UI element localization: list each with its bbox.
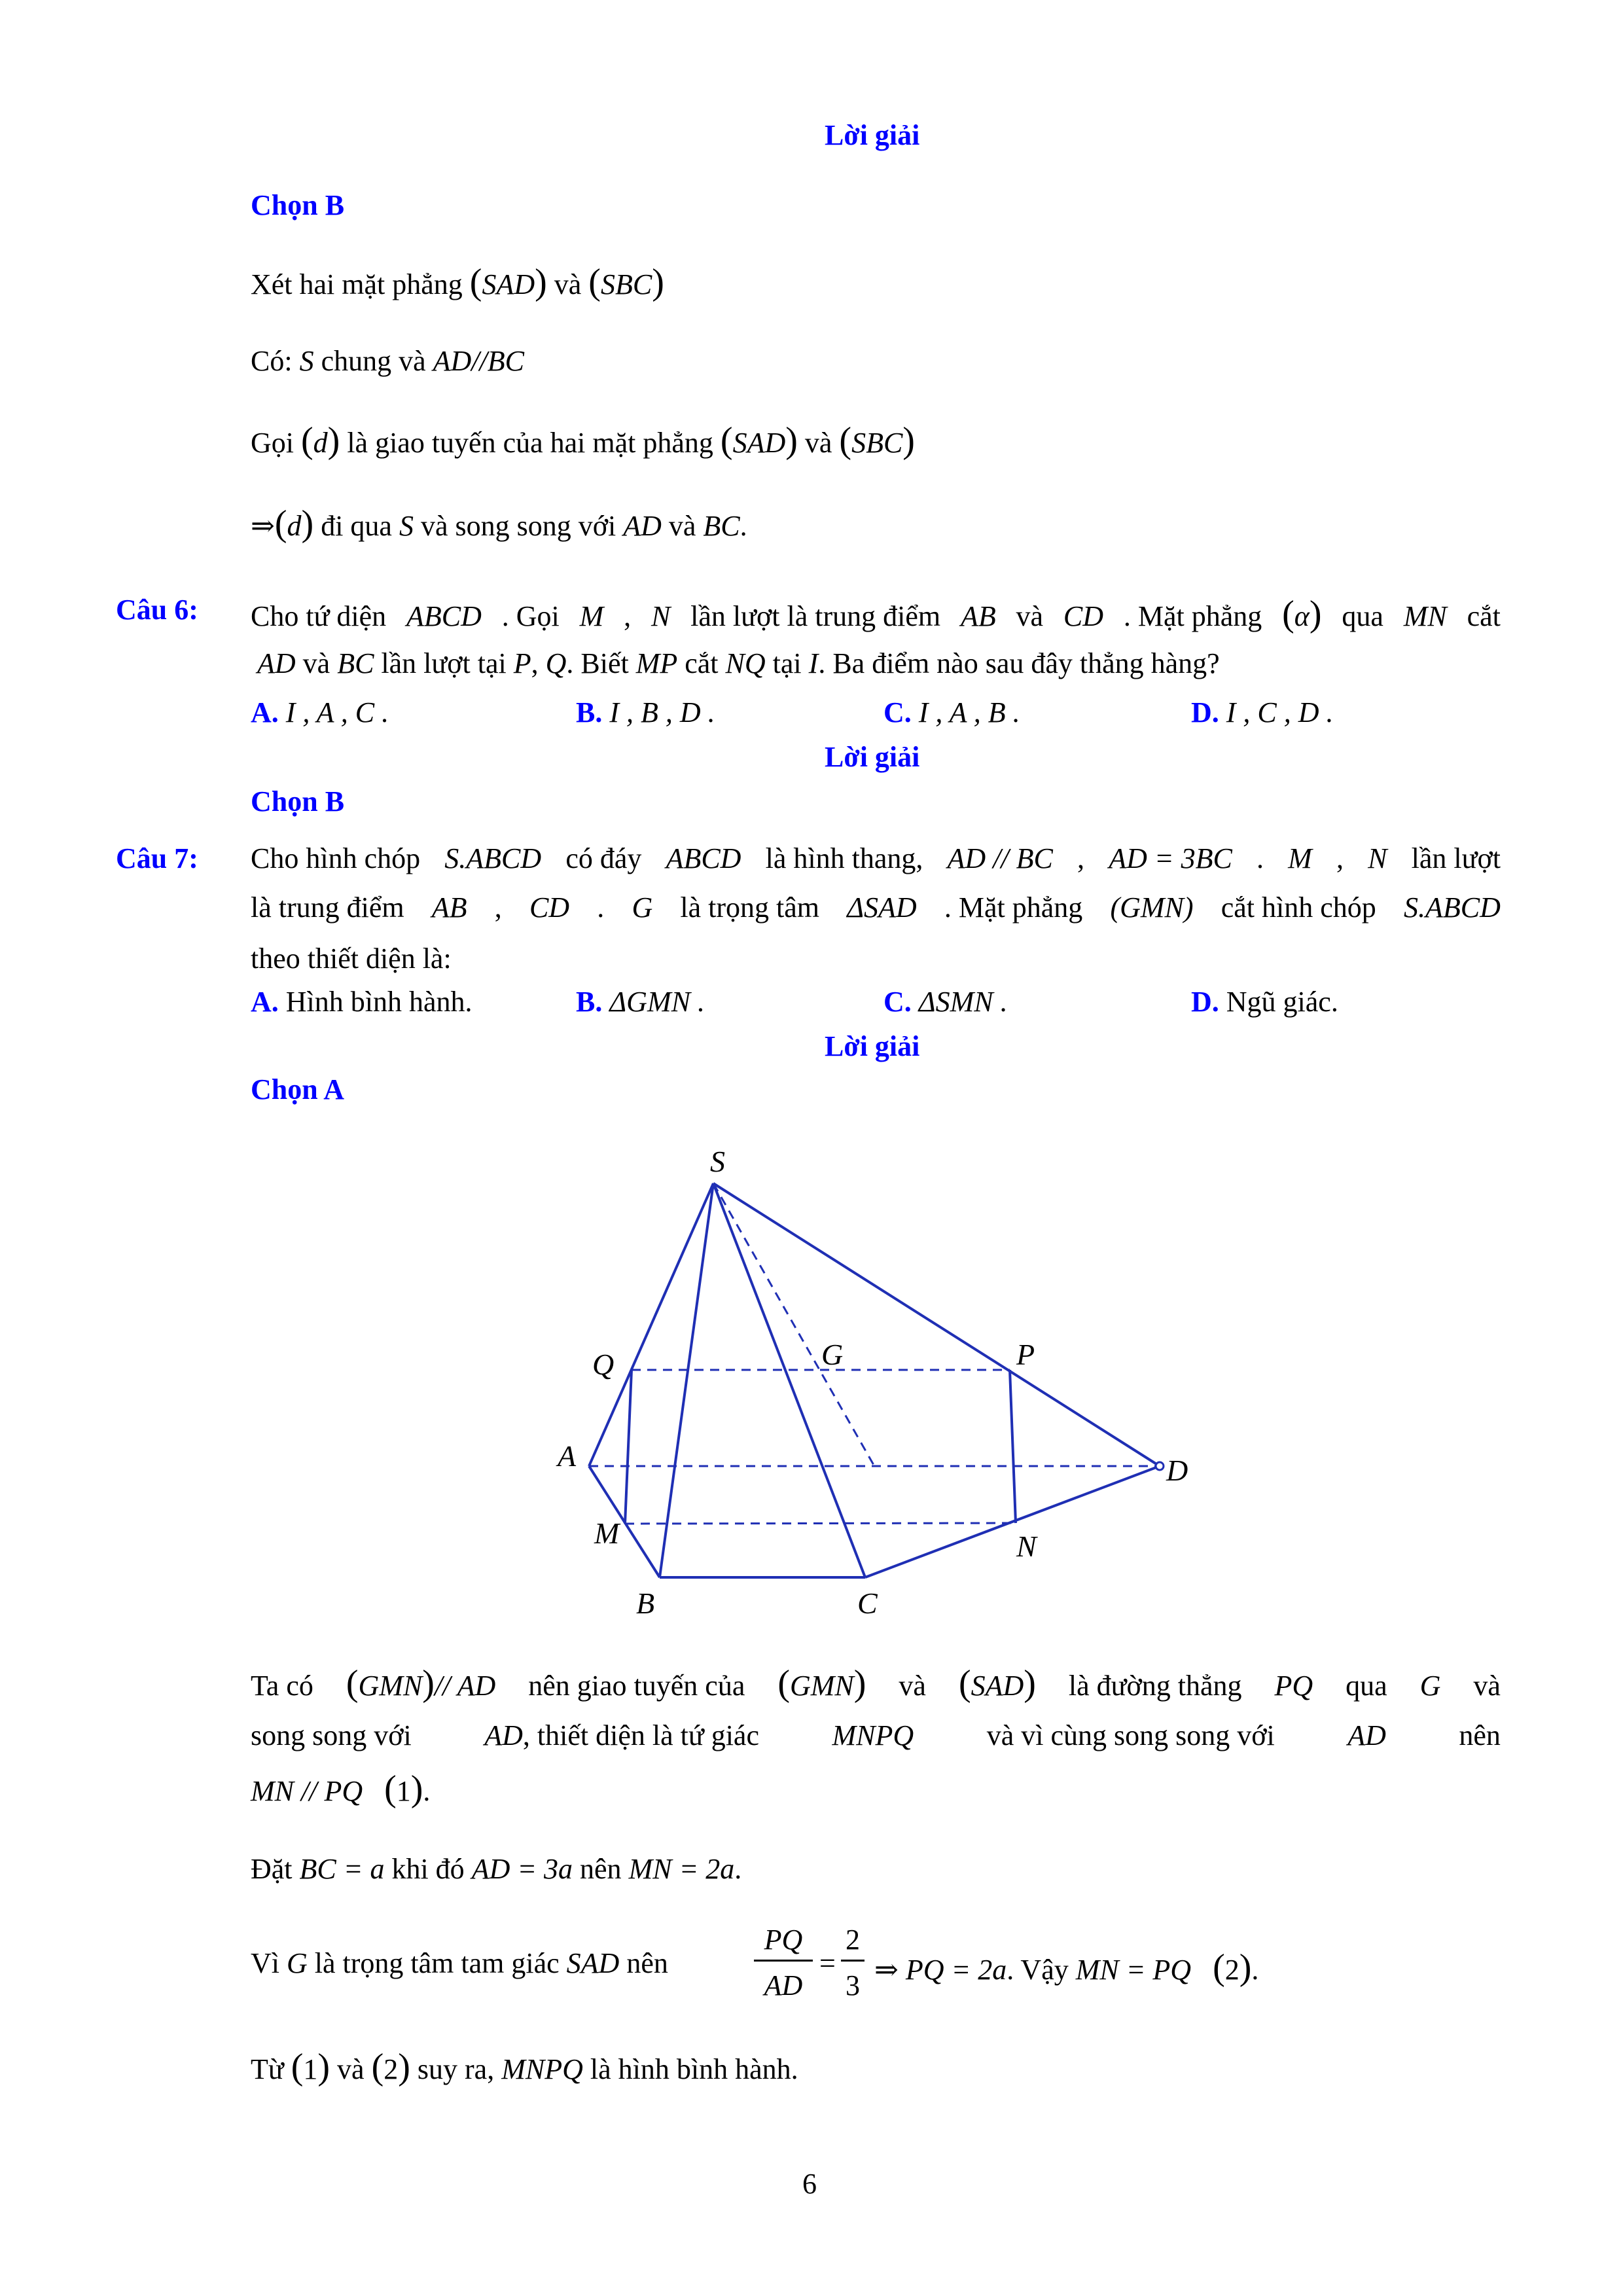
- solution-7-line-5-start: Vì G là trọng tâm tam giác SAD nên: [251, 1947, 668, 1979]
- question-6-answer-choice: Chọn B: [251, 785, 345, 817]
- label-D: D: [1166, 1454, 1188, 1487]
- question-7-solution-heading: Lời giải: [825, 1030, 920, 1062]
- question-6-option-c[interactable]: C. I , A , B .: [883, 696, 1020, 728]
- edge-SC: [713, 1183, 865, 1577]
- question-7-line-1: Cho hình chóp S.ABCD có đáy ABCD là hình thang, AD // BC , AD = 3BC . M , N lần lượt: [251, 842, 1501, 874]
- solution-line-3: Gọi (d) là giao tuyến của hai mặt phẳng (SAD) và (SBC): [251, 420, 915, 461]
- fraction-2-denominator: 3: [846, 1969, 860, 2001]
- page-number: 6: [802, 2168, 817, 2200]
- question-7-label: Câu 7:: [116, 842, 198, 874]
- solution-line-2: Có: S chung và AD//BC: [251, 345, 524, 377]
- question-7-option-b[interactable]: B. ΔGMN .: [576, 986, 705, 1018]
- edge-CD: [865, 1466, 1160, 1577]
- solution-line-4: ⇒(d) đi qua S và song song với AD và BC.: [251, 503, 747, 544]
- fraction-1-numerator: PQ: [764, 1924, 803, 1956]
- question-6-label: Câu 6:: [116, 594, 198, 626]
- section-QM: [625, 1370, 632, 1524]
- solution-7-line-5-end: ⇒ PQ = 2a. Vậy MN = PQ (2).: [874, 1947, 1259, 1988]
- question-6-option-b[interactable]: B. I , B , D .: [576, 696, 715, 728]
- question-7-answer-choice: Chọn A: [251, 1073, 345, 1105]
- section-PN: [1010, 1370, 1016, 1523]
- solution-heading-1: Lời giải: [825, 119, 920, 151]
- question-6-option-a[interactable]: A. I , A , C .: [251, 696, 389, 728]
- solution-line-1: Xét hai mặt phẳng (SAD) và (SBC): [251, 262, 664, 302]
- question-7-option-c[interactable]: C. ΔSMN .: [883, 986, 1008, 1018]
- solution-7-line-3: MN // PQ (1).: [251, 1768, 431, 1809]
- answer-choice-1: Chọn B: [251, 189, 345, 221]
- label-C: C: [857, 1587, 878, 1620]
- label-Q: Q: [592, 1348, 615, 1381]
- solution-7-line-2: song song với AD, thiết diện là tứ giác MNPQ và vì cùng song song với AD nên: [251, 1719, 1501, 1751]
- point-D-marker: [1156, 1462, 1164, 1470]
- solution-7-line-4: Đặt BC = a khi đó AD = 3a nên MN = 2a.: [251, 1853, 742, 1885]
- solution-7-line-1: Ta có (GMN)// AD nên giao tuyến của (GMN) và (SAD) là đường thẳng PQ qua G và: [251, 1663, 1501, 1704]
- label-N: N: [1016, 1530, 1037, 1563]
- question-7-line-3: theo thiết diện là:: [251, 942, 452, 975]
- hidden-line-MN: [625, 1523, 1016, 1524]
- question-7-line-2: là trung điểm AB , CD . G là trọng tâm ΔSAD . Mặt phẳng (GMN) cắt hình chóp S.ABCD: [251, 891, 1501, 924]
- question-7-option-a[interactable]: A. Hình bình hành.: [251, 986, 473, 1018]
- question-6-solution-heading: Lời giải: [825, 741, 920, 773]
- label-P: P: [1016, 1338, 1035, 1371]
- question-7-option-d[interactable]: D. Ngũ giác.: [1191, 986, 1338, 1018]
- label-A: A: [558, 1439, 577, 1473]
- label-M: M: [594, 1516, 620, 1550]
- question-6-option-d[interactable]: D. I , C , D .: [1191, 696, 1334, 728]
- hidden-median-S: [713, 1183, 874, 1466]
- label-B: B: [636, 1587, 655, 1620]
- fraction-1-denominator: AD: [764, 1969, 803, 2001]
- label-G: G: [821, 1338, 844, 1371]
- edge-SD: [713, 1183, 1160, 1466]
- fraction-2-bar: [841, 1960, 865, 1962]
- question-6-line-1: Cho tứ diện ABCD . Gọi M , N lần lượt là trung điểm AB và CD . Mặt phẳng (α) qua MN cắt: [251, 594, 1501, 634]
- fraction-equals: =: [819, 1947, 836, 1979]
- solution-7-line-6: Từ (1) và (2) suy ra, MNPQ là hình bình hành.: [251, 2047, 798, 2087]
- label-S: S: [710, 1145, 725, 1178]
- fraction-2-numerator: 2: [846, 1924, 860, 1956]
- fraction-1-bar: [754, 1960, 813, 1962]
- question-6-line-2: AD và BC lần lượt tại P, Q. Biết MP cắt NQ tại I. Ba điểm nào sau đây thẳng hàng?: [257, 647, 1220, 679]
